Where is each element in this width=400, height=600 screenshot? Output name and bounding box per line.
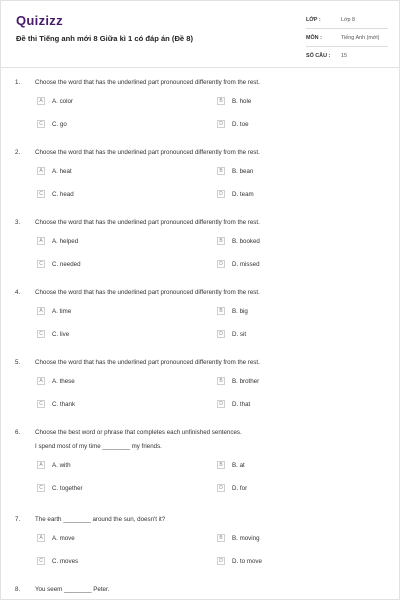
- question-number: 4.: [15, 289, 21, 296]
- quizizz-logo: Quizizz: [16, 13, 63, 28]
- option-letter-box[interactable]: B: [217, 534, 225, 542]
- option-letter-box[interactable]: C: [37, 330, 45, 338]
- option-label: D. that: [232, 400, 251, 408]
- question-text: Choose the best word or phrase that completes each unfinished sentences.: [35, 429, 242, 436]
- question-number: 3.: [15, 219, 21, 226]
- answer-option[interactable]: [217, 329, 246, 339]
- option-letter-box[interactable]: D: [217, 484, 225, 492]
- option-label: C. together: [52, 484, 83, 492]
- option-label: A. heat: [52, 167, 72, 175]
- answer-option[interactable]: [217, 376, 259, 386]
- question-number: 2.: [15, 149, 21, 156]
- option-label: A. helped: [52, 237, 79, 245]
- question-number: 1.: [15, 79, 21, 86]
- question-number: 5.: [15, 359, 21, 366]
- option-letter-box[interactable]: A: [37, 377, 45, 385]
- answer-option[interactable]: [37, 119, 67, 129]
- option-label: B. brother: [232, 377, 260, 385]
- option-letter-box[interactable]: C: [37, 557, 45, 565]
- option-label: D. to move: [232, 557, 262, 565]
- option-letter-box[interactable]: C: [37, 260, 45, 268]
- answer-option[interactable]: [217, 556, 262, 566]
- option-letter-box[interactable]: D: [217, 400, 225, 408]
- meta-label: SỐ CÂU :: [306, 52, 331, 59]
- option-letter-box[interactable]: A: [37, 534, 45, 542]
- worksheet-title: Đề thi Tiếng anh mới 8 Giữa kì 1 có đáp án (Đề 8): [16, 34, 194, 43]
- option-label: B. at: [232, 461, 245, 469]
- option-label: D. for: [232, 484, 248, 492]
- option-letter-box[interactable]: B: [217, 237, 225, 245]
- meta-row-question-count: [306, 47, 388, 64]
- answer-option[interactable]: [217, 460, 245, 470]
- answer-option[interactable]: [37, 189, 74, 199]
- answer-option[interactable]: [37, 329, 69, 339]
- option-letter-box[interactable]: B: [217, 307, 225, 315]
- answer-option[interactable]: [37, 483, 83, 493]
- answer-option[interactable]: [217, 96, 251, 106]
- option-letter-box[interactable]: B: [217, 377, 225, 385]
- option-label: A. color: [52, 97, 73, 105]
- option-label: C. thank: [52, 400, 76, 408]
- option-label: D. toe: [232, 120, 249, 128]
- answer-option[interactable]: [217, 189, 254, 199]
- option-letter-box[interactable]: A: [37, 97, 45, 105]
- meta-value: 15: [341, 52, 347, 59]
- answer-option[interactable]: [37, 259, 81, 269]
- question-text: You seem ________ Peter.: [35, 586, 110, 593]
- option-letter-box[interactable]: D: [217, 120, 225, 128]
- meta-row-subject: [306, 29, 388, 47]
- question-number: 6.: [15, 429, 21, 436]
- answer-option[interactable]: [37, 460, 71, 470]
- question-text: Choose the word that has the underlined part pronounced differently from the rest.: [35, 289, 260, 296]
- question-text: Choose the word that has the underlined part pronounced differently from the rest.: [35, 359, 260, 366]
- answer-option[interactable]: [217, 483, 247, 493]
- option-label: B. hole: [232, 97, 252, 105]
- meta-row-grade: [306, 11, 388, 29]
- option-label: C. head: [52, 190, 74, 198]
- answer-option[interactable]: [37, 556, 78, 566]
- option-letter-box[interactable]: B: [217, 97, 225, 105]
- worksheet-meta: [306, 11, 388, 64]
- option-label: A. these: [52, 377, 75, 385]
- question-number: 7.: [15, 516, 21, 523]
- question-text: The earth ________ around the sun, doesn't it?: [35, 516, 166, 523]
- option-label: B. big: [232, 307, 248, 315]
- meta-value: Tiếng Anh (mới): [341, 34, 380, 41]
- option-letter-box[interactable]: A: [37, 461, 45, 469]
- answer-option[interactable]: [37, 306, 71, 316]
- meta-value: Lớp 8: [341, 16, 356, 23]
- answer-option[interactable]: [217, 399, 250, 409]
- option-label: A. move: [52, 534, 75, 542]
- option-label: C. needed: [52, 260, 81, 268]
- worksheet-header: [1, 1, 399, 67]
- question-text: Choose the word that has the underlined part pronounced differently from the rest.: [35, 79, 260, 86]
- option-letter-box[interactable]: C: [37, 484, 45, 492]
- option-letter-box[interactable]: B: [217, 167, 225, 175]
- answer-option[interactable]: [217, 259, 260, 269]
- answer-option[interactable]: [217, 533, 260, 543]
- answer-option[interactable]: [37, 96, 73, 106]
- answer-option[interactable]: [217, 306, 248, 316]
- option-letter-box[interactable]: B: [217, 461, 225, 469]
- option-label: A. time: [52, 307, 72, 315]
- answer-option[interactable]: [217, 119, 249, 129]
- answer-option[interactable]: [37, 166, 72, 176]
- option-label: D. sit: [232, 330, 247, 338]
- option-label: A. with: [52, 461, 71, 469]
- answer-option[interactable]: [37, 533, 75, 543]
- answer-option[interactable]: [37, 236, 78, 246]
- option-letter-box[interactable]: A: [37, 167, 45, 175]
- option-label: D. missed: [232, 260, 260, 268]
- option-label: C. go: [52, 120, 67, 128]
- option-letter-box[interactable]: D: [217, 330, 225, 338]
- meta-label: MÔN :: [306, 34, 322, 41]
- question-prompt: I spend most of my time ________ my friends.: [35, 443, 162, 450]
- answer-option[interactable]: [37, 376, 75, 386]
- answer-option[interactable]: [37, 399, 75, 409]
- question-text: Choose the word that has the underlined part pronounced differently from the rest.: [35, 219, 260, 226]
- option-letter-box[interactable]: A: [37, 237, 45, 245]
- header-divider: [1, 67, 399, 68]
- option-letter-box[interactable]: C: [37, 120, 45, 128]
- option-label: C. live: [52, 330, 70, 338]
- option-label: D. team: [232, 190, 254, 198]
- option-letter-box[interactable]: D: [217, 557, 225, 565]
- answer-option[interactable]: [217, 166, 253, 176]
- question-number: 8.: [15, 586, 21, 593]
- option-letter-box[interactable]: C: [37, 190, 45, 198]
- option-letter-box[interactable]: A: [37, 307, 45, 315]
- option-letter-box[interactable]: D: [217, 260, 225, 268]
- option-label: C. moves: [52, 557, 79, 565]
- meta-label: LỚP :: [306, 16, 321, 23]
- answer-option[interactable]: [217, 236, 260, 246]
- option-label: B. bean: [232, 167, 254, 175]
- option-letter-box[interactable]: C: [37, 400, 45, 408]
- question-text: Choose the word that has the underlined part pronounced differently from the rest.: [35, 149, 260, 156]
- option-label: B. moving: [232, 534, 260, 542]
- option-label: B. booked: [232, 237, 260, 245]
- option-letter-box[interactable]: D: [217, 190, 225, 198]
